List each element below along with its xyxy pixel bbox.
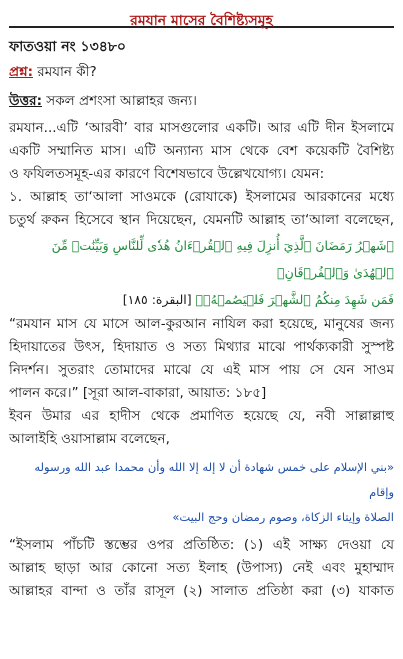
text-line: ও ফযিলতসমূহ-এর কারণে বিশেষভাবে উল্লেখযোগ্য। যেমন: (9, 166, 325, 182)
answer-label: উত্তর: (9, 93, 42, 109)
answer-line (9, 90, 394, 113)
text-line: আল্লাহ ছাড়া আর কোনো সত্য ইলাহ (উপাস্য) নেই এবং মুহাম্মাদ (9, 560, 394, 576)
hadith-intro (9, 405, 394, 451)
text-line: ইবন উমার এর হাদীস থেকে প্রমাণিত হয়েছে যে, নবী সাল্লাল্লাহু (9, 408, 394, 424)
question-line (9, 61, 394, 84)
text-line: হিদায়াতের উৎস, হিদায়াত ও সত্য মিথ্যার মাঝে পার্থক্যকারী সুস্পষ্ট (9, 339, 394, 355)
question-label: প্রশ্ন: (9, 64, 33, 80)
quran-arabic-text: فَمَن شَهِدَ مِنكُمُ ٱلشَّهۡرَ فَلۡيَصُمۡهُۖ﴾ (195, 292, 394, 307)
text-line: পালন করে।” [সূরা আল-বাকারা, আয়াত: ১৮৫] (9, 385, 267, 401)
text-line: রমযান...এটি ‘আরবী’ বার মাসগুলোর একটি। আর এটি দীন ইসলামে (9, 120, 394, 136)
text-line: “রমযান মাস যে মাসে আল-কুরআন নাযিল করা হয়েছে, মানুষের জন্য (9, 316, 394, 332)
quran-reference: [البقرة: ١٨٥] (122, 292, 192, 307)
text-line: নিদর্শন। সুতরাং তোমাদের মাঝে যে এই মাস পায় সে যেন সাওম (9, 362, 394, 378)
hadith-arabic-line: «بني الإسلام على خمس شهادة أن لا إله إلا الله وأن محمدا عبد الله ورسوله وإقام (34, 460, 394, 499)
text-line: আল্লাহর বান্দা ও তাঁর রাসূল (২) সালাত প্রতিষ্ঠা করা (৩) যাকাত (9, 583, 394, 599)
answer-text: সকল প্রশংসা আল্লাহর জন্য। (46, 93, 197, 109)
text-line: একটি সম্মানিত মাস। এটি অন্যান্য মাস থেকে বেশ কয়েকটি বৈশিষ্ট্য (9, 143, 394, 159)
verse-translation (9, 313, 394, 405)
question-text: রমযান কী? (37, 64, 97, 80)
intro-paragraph (9, 117, 394, 186)
text-line: ১. আল্লাহ তা‘আলা সাওমকে (রোযাকে) ইসলামের আরকানের মধ্যে (9, 189, 394, 205)
page-title: রমযান মাসের বৈশিষ্ট্যসমূহ (130, 13, 273, 29)
quran-verse (9, 232, 394, 313)
fatwa-number: ফাতওয়া নং ১৩৪৮০ (9, 39, 126, 55)
text-line: চতুর্থ রুকন হিসেবে স্থান দিয়েছেন, যেমনটি আল্লাহ তা‘আলা বলেছেন, (9, 212, 394, 228)
quran-arabic-line: ﴿شَهۡرُ رَمَضَانَ ٱلَّذِيٓ أُنزِلَ فِيهِ ٱلۡقُرۡءَانُ هُدٗى لِّلنَّاسِ وَبَيِّنَٰتٖ مِّنَ ٱلۡهُدَىٰ وَٱلۡفُرۡقَانِۚ (51, 238, 394, 280)
hadith-arabic-line: الصلاة وإيتاء الزكاة، وصوم رمضان وحج البيت» (172, 510, 394, 524)
point-1-paragraph (9, 186, 394, 232)
text-line: আলাইহি ওয়াসাল্লাম বলেছেন, (9, 431, 170, 447)
text-line: “ইসলাম পাঁচটি স্তম্ভের ওপর প্রতিষ্ঠিত: (১) এই সাক্ষ্য দেওয়া যে (9, 537, 394, 553)
quran-arabic-line (9, 286, 394, 313)
hadith-arabic (9, 455, 394, 530)
hadith-translation (9, 534, 394, 603)
